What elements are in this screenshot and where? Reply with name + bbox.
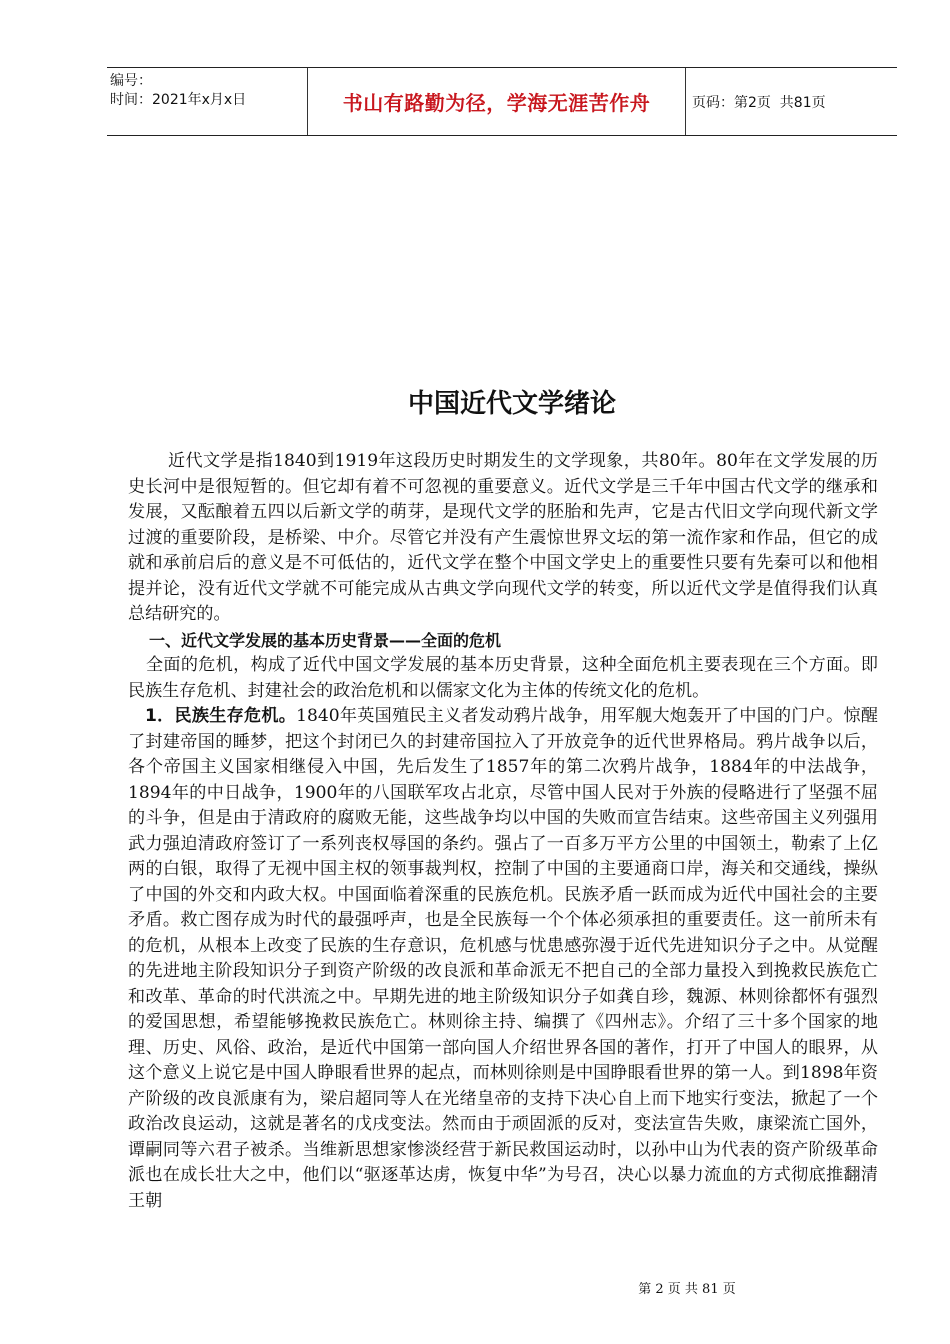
page-header	[107, 67, 897, 136]
header-page-info	[686, 68, 897, 135]
header-motto: 书山有路勤为径，学海无涯苦作舟	[308, 68, 686, 135]
number-label: 编号：	[110, 73, 152, 89]
document-title-row	[0, 383, 950, 420]
time-label: 时间：2021年x月x日	[110, 92, 247, 108]
section-heading: 一、近代文学发展的基本历史背景——全面的危机	[149, 630, 502, 650]
paragraph-national-crisis	[128, 704, 878, 1214]
page-info-text: 页码：第2页 共81页	[692, 94, 826, 111]
paragraph-lead: 1．民族生存危机。	[145, 706, 297, 726]
document-title: 中国近代文学绪论	[407, 389, 616, 419]
header-meta	[107, 68, 308, 135]
page-footer	[0, 1278, 950, 1297]
footer-page-number: 第 2 页 共 81 页	[638, 1282, 736, 1297]
paragraph-national-crisis-text: 1840年英国殖民主义者发动鸦片战争，用军舰大炮轰开了中国的门户。惊醒了封建帝国的睡梦，把这个封闭已久的封建帝国拉入了开放竞争的近代世界格局。鸦片战争以后，各个帝国主义国家相继侵入中国，先后发生了1857年的第二次鸦片战争，1884年的中法战争，1894年的中日战争，1900年的八国联军攻占北京，尽管中国人民对于外族的侵略进行了坚强不屈的斗争，但是由于清政府的腐败无能，这些战争均以中国的失败而宣告结束。这些帝国主义列强用武力强迫清政府签订了一系列丧权辱国的条约。强占了一百多万平方公里的中国领土，勒索了上亿两的白银，取得了无视中国主权的领事裁判权，控制了中国的主要通商口岸，海关和交通线，操纵了中国的外交和内政大权。中国面临着深重的民族危机。民族矛盾一跃而成为近代中国社会的主要矛盾。救亡图存成为时代的最强呼声，也是全民族每一个个体必须承担的重要责任。这一前所未有的危机，从根本上改变了民族的生存意识，危机感与忧患感弥漫于近代先进知识分子之中。从觉醒的先进地主阶段知识分子到资产阶级的改良派和革命派无不把自己的全部力量投入到挽救民族危亡和改革、革命的时代洪流之中。早期先进的地主阶级知识分子如龚自珍，魏源、林则徐都怀有强烈的爱国思想，希望能够挽救民族危亡。林则徐主持、编撰了《四州志》。介绍了三十多个国家的地理、历史、风俗、政治，是近代中国第一部向国人介绍世界各国的著作，打开了中国人的眼界，从这个意义上说它是中国人睁眼看世界的起点，而林则徐则是中国睁眼看世界的第一人。到1898年资产阶级的改良派康有为，梁启超同等人在光绪皇帝的支持下决心自上而下地实行变法，掀起了一个政治改良运动，这就是著名的戊戌变法。然而由于顽固派的反对，变法宣告失败，康梁流亡国外，谭嗣同等六君子被杀。当维新思想家惨淡经营于新民救国运动时，以孙中山为代表的资产阶级革命派也在成长壮大之中，他们以“驱逐革达虏，恢复中华”为号召，决心以暴力流血的方式彻底推翻清王朝	[128, 706, 878, 1211]
document-body	[128, 449, 878, 1214]
paragraph-crisis-overview: 全面的危机，构成了近代中国文学发展的基本历史背景，这种全面危机主要表现在三个方面。即民族生存危机、封建社会的政治危机和以儒家文化为主体的传统文化的危机。	[128, 655, 878, 701]
paragraph-intro: 近代文学是指1840到1919年这段历史时期发生的文学现象，共80年。80年在文学发展的历史长河中是很短暂的。但它却有着不可忽视的重要意义。近代文学是三千年中国古代文学的继承和发展，又酝酿着五四以后新文学的萌芽，是现代文学的胚胎和先声，它是古代旧文学向现代新文学过渡的重要阶段，是桥梁、中介。尽管它并没有产生震惊世界文坛的第一流作家和作品，但它的成就和承前启后的意义是不可低估的，近代文学在整个中国文学史上的重要性只要有先秦可以和他相提并论，没有近代文学就不可能完成从古典文学向现代文学的转变，所以近代文学是值得我们认真总结研究的。	[128, 451, 878, 624]
